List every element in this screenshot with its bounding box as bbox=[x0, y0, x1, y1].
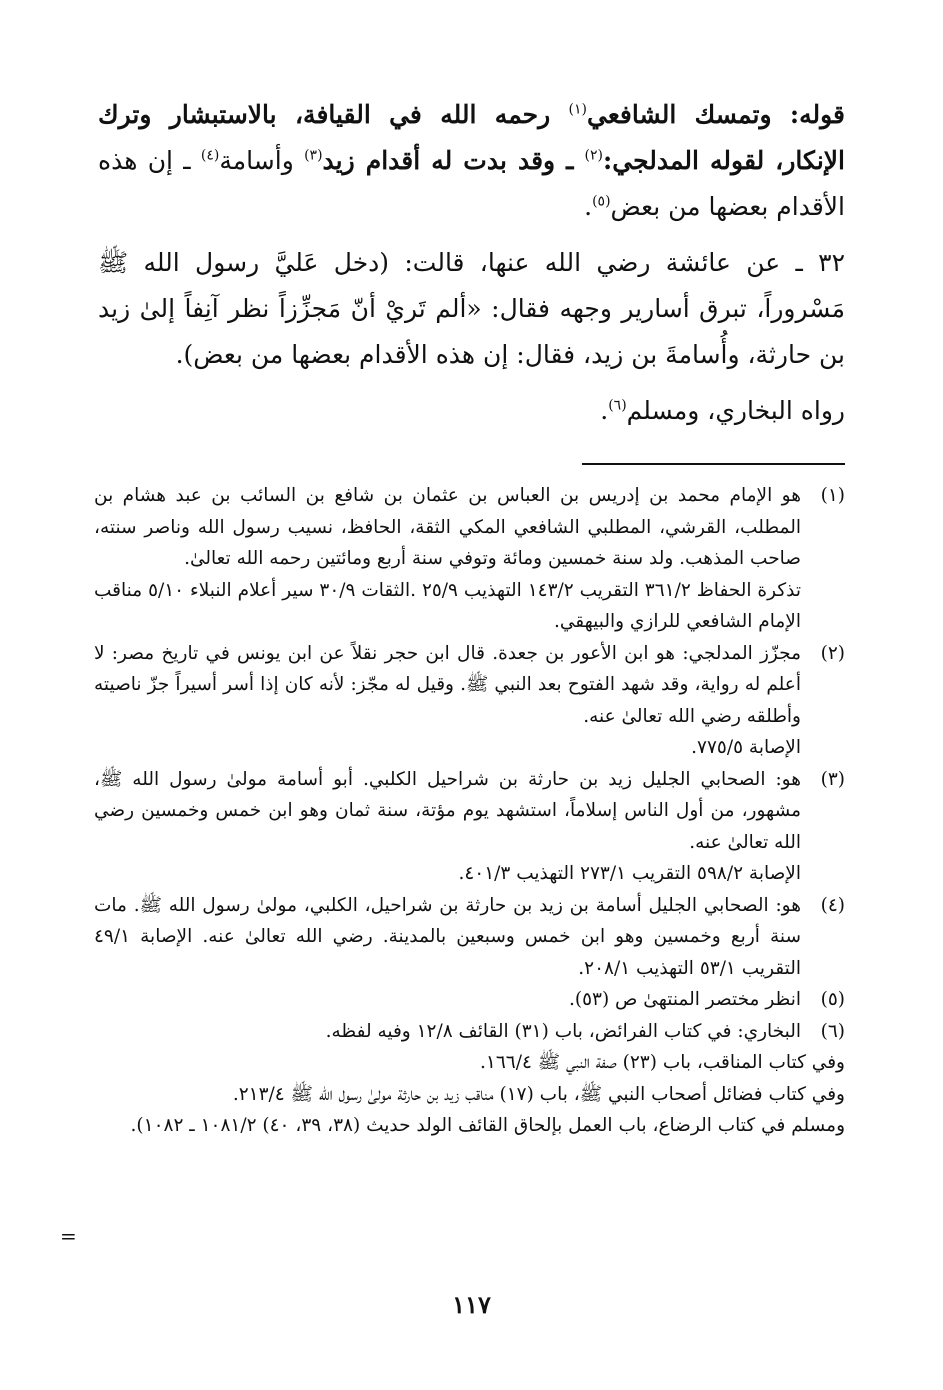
footnote-6 bbox=[94, 1016, 845, 1048]
footnote-4 bbox=[94, 890, 845, 985]
footnote-body bbox=[94, 890, 801, 985]
text-segment: رواه البخاري، ومسلم bbox=[626, 396, 845, 425]
text-segment: وأسامة bbox=[219, 146, 305, 175]
footnote-1 bbox=[94, 480, 845, 638]
footnote-line: تذكرة الحفاظ ٣٦١/٢ التقريب ١٤٣/٢ التهذيب ٢٥/٩ .الثقات ٣٠/٩ سير أعلام النبلاء ٥/١٠ مناقب الإمام الشافعي للرازي والبيهقي. bbox=[94, 579, 801, 632]
footnote-3 bbox=[94, 764, 845, 890]
footnote-number: (٢) bbox=[820, 642, 845, 664]
footnote-5 bbox=[94, 984, 845, 1016]
footnote-line: هو: الصحابي الجليل أسامة بن زيد بن حارثة بن شراحيل، الكلبي، مولىٰ رسول الله ﷺ. مات سنة أربع وخمسين وهو ابن خمس وسبعين بالمدينة. رضي الله تعالىٰ عنه. الإصابة ٤٩/١ التقريب ٥٣/١ التهذيب ٢٠٨/١. bbox=[94, 894, 801, 979]
footnotes bbox=[94, 480, 845, 1142]
footnote-number: (٥) bbox=[820, 989, 845, 1010]
footnote-ref-1[interactable]: (١) bbox=[568, 101, 587, 118]
hadith-source bbox=[98, 388, 845, 434]
continuation-mark: = bbox=[60, 1224, 77, 1248]
page-number: ١١٧ bbox=[452, 1290, 491, 1319]
footnote-line: وفي كتاب فضائل أصحاب النبي ﷺ، باب (١٧) مناقب زيد بن حارثة مولىٰ رسول الله ﷺ ٢١٣/٤. bbox=[232, 1083, 845, 1105]
footnote-body bbox=[94, 480, 801, 638]
main-text bbox=[98, 92, 845, 434]
footnote-ref-2[interactable]: (٢) bbox=[584, 147, 604, 164]
text-segment: رحمه الله في القيافة، بالاستبشار وترك الإنكار، لقوله المدلجي: bbox=[98, 100, 846, 175]
footnote-body bbox=[94, 764, 801, 890]
footnote-ref-6[interactable]: (٦) bbox=[608, 397, 627, 414]
footnote-line: هو الإمام محمد بن إدريس بن العباس بن عثمان بن شافع بن السائب بن عبد هشام بن المطلب، القرشي، المطلبي الشافعي المكي الثقة، الحافظ، نسيب رسول الله وناصر سنته، صاحب المذهب. ولد سنة خمسين ومائة وتوفي سنة أربع ومائتين رحمه الله تعالىٰ. bbox=[94, 485, 801, 569]
text-segment: ـ وقد بدت له أقدام زيد bbox=[322, 146, 585, 175]
footnote-number: (١) bbox=[820, 485, 845, 506]
footnote-line: البخاري: في كتاب الفرائض، باب (٣١) القائف ١٢/٨ وفيه لفظه. bbox=[325, 1020, 801, 1042]
footnote-number: (٦) bbox=[820, 1020, 845, 1042]
footnote-line: هو: الصحابي الجليل زيد بن حارثة بن شراحيل الكلبي. أبو أسامة مولىٰ رسول الله ﷺ، مشهور، من أول الناس إسلاماً، استشهد يوم مؤتة، سنة ثمان وهو ابن خمس وخمسين رضي الله تعالىٰ عنه. bbox=[94, 768, 801, 853]
paragraph-shafii-quote bbox=[98, 92, 845, 230]
footnote-2 bbox=[94, 638, 845, 764]
text-segment: . bbox=[584, 192, 593, 221]
text-segment: ـ إن هذه الأقدام بعضها من بعض bbox=[98, 146, 845, 221]
footnote-ref-5[interactable]: (٥) bbox=[592, 193, 611, 210]
footnote-line: انظر مختصر المنتهىٰ ص (٥٣). bbox=[568, 989, 801, 1010]
footnote-line: وفي كتاب المناقب، باب (٢٣) صفة النبي ﷺ ١٦٦/٤. bbox=[480, 1052, 845, 1073]
footnote-line: مجزّز المدلجي: هو ابن الأعور بن جعدة. قال ابن حجر نقلاً عن ابن يونس في تاريخ مصر: لا أعلم له رواية، وقد شهد الفتوح بعد النبي ﷺ. وقيل له مجّز: لأنه كان إذا أسر أسيراً جزّ ناصيته وأطلقه رضي الله تعالىٰ عنه. bbox=[94, 642, 801, 727]
text-segment: قوله: وتمسك الشافعي bbox=[587, 100, 845, 129]
footnote-line: الإصابة ٥٩٨/٢ التقريب ٢٧٣/١ التهذيب ٤٠١/٣. bbox=[458, 863, 801, 884]
footnote-ref-4[interactable]: (٤) bbox=[200, 147, 220, 164]
footnote-number: (٣) bbox=[820, 768, 845, 790]
footnote-body bbox=[94, 1016, 801, 1048]
footnote-body bbox=[94, 638, 801, 764]
hadith-32: ٣٢ ـ عن عائشة رضي الله عنها، قالت: (دخل عَليَّ رسول الله ﷺ مَسْروراً، تبرق أسارير وجهه فقال: «ألم تَريْ أنّ مَجزِّزاً نظر آنِفاً إلىٰ زيد بن حارثة، وأُسامةَ بن زيد، فقال: إن هذه الأقدام بعضها من بعض). bbox=[98, 248, 845, 369]
footnote-line: الإصابة ٧٧٥/٥. bbox=[691, 737, 801, 758]
footnote-ref-3[interactable]: (٣) bbox=[304, 147, 323, 164]
text-segment: . bbox=[600, 396, 609, 425]
footnote-body bbox=[94, 984, 801, 1016]
footnote-number: (٤) bbox=[820, 894, 845, 916]
footnote-separator bbox=[582, 463, 845, 465]
footnote-line: ومسلم في كتاب الرضاع، باب العمل بإلحاق القائف الولد حديث (٣٨، ٣٩، ٤٠) ١٠٨١/٢ ـ ١٠٨٢). bbox=[130, 1115, 845, 1136]
